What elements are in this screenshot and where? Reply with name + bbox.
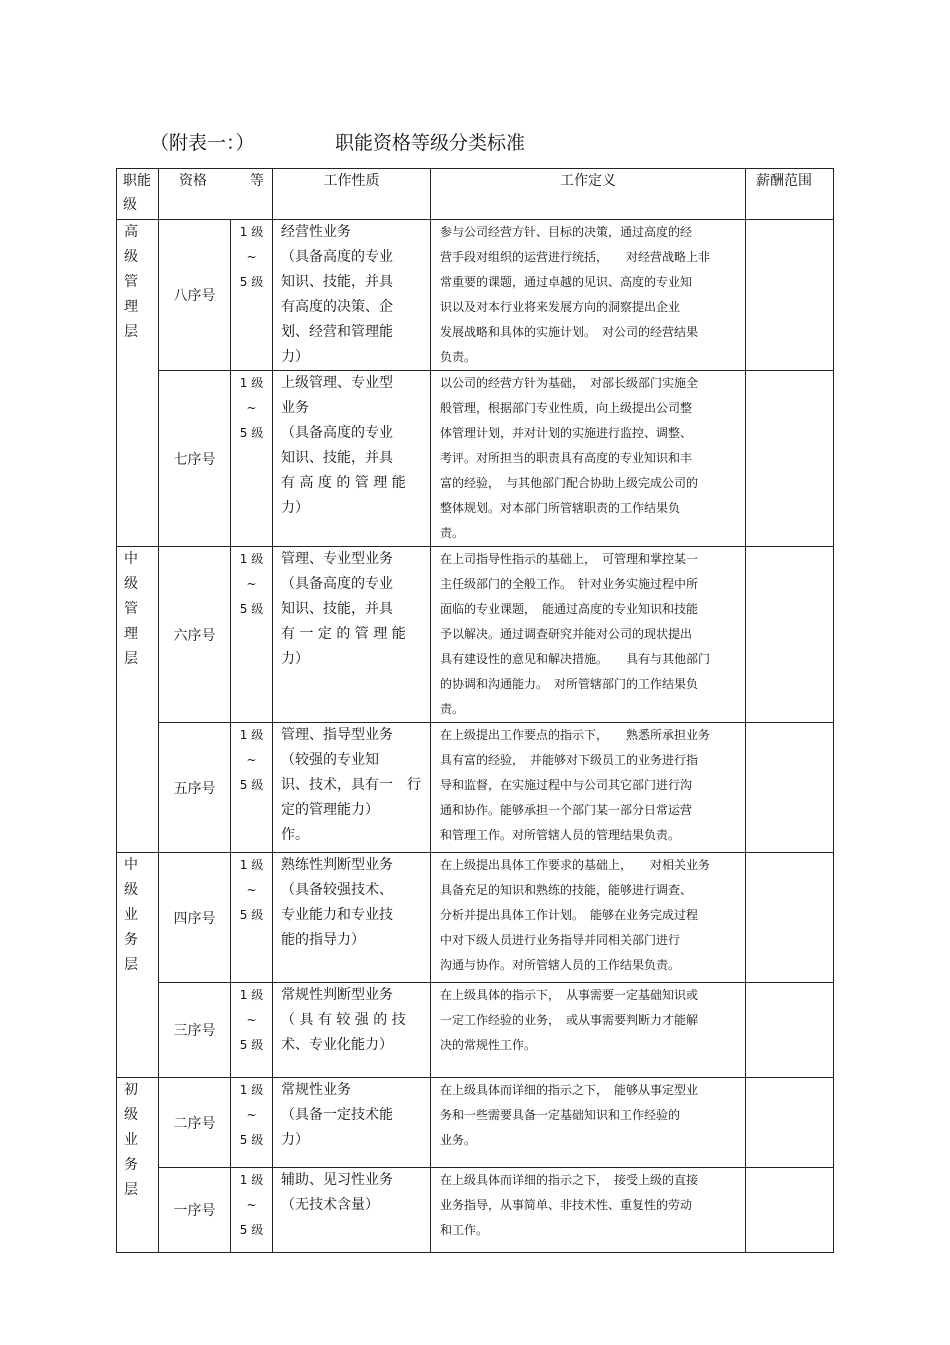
- table-row: [117, 1168, 834, 1253]
- grade-line: ~: [246, 577, 257, 591]
- definition-line: 具有建设性的意见和解决措施。 具有与其他部门: [440, 652, 711, 666]
- grade-line: 5 级: [239, 1038, 264, 1052]
- level-char: 中: [124, 857, 138, 873]
- definition-cell: [431, 983, 746, 1078]
- sequence-cell: 四序号: [159, 853, 231, 983]
- nature-line: 力）: [281, 349, 309, 365]
- level-char: 务: [124, 932, 138, 948]
- grade-line: 1 级: [239, 1173, 264, 1187]
- level-char: 管: [124, 274, 138, 290]
- nature-cell: [273, 220, 431, 371]
- grade-line: 1 级: [239, 225, 264, 239]
- nature-line: （具备较强技术、: [281, 882, 393, 898]
- grade-line: ~: [246, 401, 257, 415]
- nature-line: 有 高 度 的 管 理 能: [281, 475, 406, 491]
- level-char: 初: [124, 1082, 138, 1098]
- definition-cell: [431, 220, 746, 371]
- level-char: 理: [124, 626, 138, 642]
- header-qualification: [159, 169, 273, 220]
- salary-cell: [746, 723, 834, 853]
- header-row: [117, 169, 834, 220]
- definition-line: 业务。: [440, 1133, 477, 1147]
- definition-line: 和管理工作。对所管辖人员的管理结果负责。: [440, 828, 681, 842]
- grade-line: ~: [246, 1198, 257, 1212]
- page-title: 职能资格等级分类标准: [335, 132, 526, 154]
- nature-cell: [273, 547, 431, 723]
- classification-table: [116, 168, 834, 1253]
- grade-line: 1 级: [239, 858, 264, 872]
- definition-line: 参与公司经营方针、目标的决策，通过高度的经: [440, 225, 693, 239]
- level-cell: [117, 220, 159, 547]
- header-level-line2: 级: [123, 197, 137, 213]
- nature-line: （较强的专业知: [281, 752, 379, 768]
- nature-cell: [273, 371, 431, 547]
- definition-line: 般管理，根据部门专业性质，向上级提出公司整: [440, 401, 693, 415]
- nature-line: 上级管理、专业型: [281, 375, 393, 391]
- definition-line: 面临的专业课题， 能通过高度的专业知识和技能: [440, 602, 699, 616]
- definition-line: 负责。: [440, 350, 477, 364]
- table-row: [117, 547, 834, 723]
- grade-line: 5 级: [239, 1133, 264, 1147]
- grade-line: 1 级: [239, 552, 264, 566]
- definition-line: 营手段对组织的运营进行统括， 对经营战略上非: [440, 250, 711, 264]
- sequence-cell: 二序号: [159, 1078, 231, 1168]
- level-char: 层: [124, 324, 138, 340]
- nature-cell: [273, 983, 431, 1078]
- title-prefix: （附表一：）: [150, 132, 255, 154]
- table-row: [117, 371, 834, 547]
- salary-cell: [746, 220, 834, 371]
- definition-line: 在上级具体而详细的指示之下， 能够从事定型业: [440, 1083, 699, 1097]
- level-char: 级: [124, 576, 138, 592]
- grade-cell: [231, 220, 273, 371]
- definition-line: 以公司的经营方针为基础， 对部长级部门实施全: [440, 376, 699, 390]
- grade-line: ~: [246, 883, 257, 897]
- definition-cell: [431, 1168, 746, 1253]
- grade-line: 5 级: [239, 1223, 264, 1237]
- grade-line: 1 级: [239, 376, 264, 390]
- nature-line: 经营性业务: [281, 224, 351, 240]
- definition-line: 在上级提出具体工作要求的基础上， 对相关业务: [440, 858, 711, 872]
- sequence-cell: 六序号: [159, 547, 231, 723]
- sequence-cell: 七序号: [159, 371, 231, 547]
- grade-line: 5 级: [239, 908, 264, 922]
- nature-line: 常规性业务: [281, 1082, 351, 1098]
- nature-cell: [273, 1168, 431, 1253]
- definition-line: 富的经验， 与其他部门配合协助上级完成公司的: [440, 476, 699, 490]
- header-level: [117, 169, 159, 220]
- level-char: 理: [124, 299, 138, 315]
- level-cell: [117, 1078, 159, 1253]
- definition-line: 决的常规性工作。: [440, 1038, 537, 1052]
- nature-line: 术、专业化能力）: [281, 1037, 393, 1053]
- grade-line: 5 级: [239, 426, 264, 440]
- nature-line: （ 具 有 较 强 的 技: [281, 1012, 406, 1028]
- table-row: [117, 723, 834, 853]
- header-qualification-label: 资格: [179, 173, 207, 189]
- definition-line: 沟通与协作。对所管辖人员的工作结果负责。: [440, 958, 681, 972]
- level-char: 级: [124, 249, 138, 265]
- salary-cell: [746, 547, 834, 723]
- salary-cell: [746, 1078, 834, 1168]
- level-cell: [117, 853, 159, 1078]
- nature-line: 知识、技能，并具: [281, 601, 393, 617]
- level-char: 务: [124, 1157, 138, 1173]
- definition-line: 中对下级人员进行业务指导并同相关部门进行: [440, 933, 681, 947]
- definition-line: 予以解决。通过调查研究并能对公司的现状提出: [440, 627, 693, 641]
- salary-cell: [746, 983, 834, 1078]
- definition-cell: [431, 723, 746, 853]
- nature-line: 专业能力和专业技: [281, 907, 393, 923]
- level-char: 高: [124, 224, 138, 240]
- table-row: [117, 1078, 834, 1168]
- header-grade-label: 等: [250, 173, 264, 189]
- definition-cell: [431, 371, 746, 547]
- grade-cell: [231, 983, 273, 1078]
- definition-line: 具有富的经验， 并能够对下级员工的业务进行指: [440, 753, 699, 767]
- grade-line: 5 级: [239, 275, 264, 289]
- level-char: 业: [124, 907, 138, 923]
- definition-line: 责。: [440, 526, 465, 540]
- level-char: 中: [124, 551, 138, 567]
- nature-line: 业务: [281, 400, 309, 416]
- nature-line: 识、技术，具有一 行: [281, 777, 421, 793]
- nature-line: 常规性判断型业务: [281, 987, 393, 1003]
- definition-line: 一定工作经验的业务， 或从事需要判断力才能解: [440, 1013, 699, 1027]
- definition-line: 在上司指导性指示的基础上， 可管理和掌控某一: [440, 552, 699, 566]
- definition-line: 在上级具体的指示下， 从事需要一定基础知识或: [440, 988, 699, 1002]
- level-char: 业: [124, 1132, 138, 1148]
- definition-line: 整体规划。对本部门所管辖职责的工作结果负: [440, 501, 681, 515]
- grade-line: ~: [246, 1108, 257, 1122]
- definition-line: 识以及对本行业将来发展方向的洞察提出企业: [440, 300, 681, 314]
- level-char: 层: [124, 1182, 138, 1198]
- definition-line: 业务指导，从事简单、非技术性、重复性的劳动: [440, 1198, 693, 1212]
- level-cell: [117, 547, 159, 853]
- level-char: 管: [124, 601, 138, 617]
- sequence-cell: 三序号: [159, 983, 231, 1078]
- definition-line: 导和监督，在实施过程中与公司其它部门进行沟: [440, 778, 693, 792]
- title-row: [150, 128, 850, 158]
- grade-line: ~: [246, 753, 257, 767]
- nature-line: 熟练性判断型业务: [281, 857, 393, 873]
- definition-cell: [431, 1078, 746, 1168]
- nature-line: （具备一定技术能: [281, 1107, 393, 1123]
- nature-cell: [273, 1078, 431, 1168]
- header-salary: 薪酬范围: [746, 169, 834, 220]
- definition-line: 在上级提出工作要点的指示下， 熟悉所承担业务: [440, 728, 711, 742]
- grade-cell: [231, 723, 273, 853]
- nature-line: 划、经营和管理能: [281, 324, 393, 340]
- grade-line: 5 级: [239, 778, 264, 792]
- grade-cell: [231, 371, 273, 547]
- nature-line: 管理、指导型业务: [281, 727, 393, 743]
- nature-line: 力）: [281, 1132, 309, 1148]
- grade-line: 5 级: [239, 602, 264, 616]
- header-definition: 工作定义: [431, 169, 746, 220]
- nature-line: 管理、专业型业务: [281, 551, 393, 567]
- definition-cell: [431, 547, 746, 723]
- grade-line: 1 级: [239, 988, 264, 1002]
- nature-line: 有高度的决策、企: [281, 299, 393, 315]
- definition-line: 和工作。: [440, 1223, 489, 1237]
- nature-line: 能的指导力）: [281, 932, 365, 948]
- level-char: 层: [124, 957, 138, 973]
- nature-line: 有 一 定 的 管 理 能: [281, 626, 406, 642]
- definition-line: 体管理计划，并对计划的实施进行监控、调整、: [440, 426, 693, 440]
- nature-line: 知识、技能，并具: [281, 274, 393, 290]
- grade-line: 1 级: [239, 1083, 264, 1097]
- nature-line: 辅助、见习性业务: [281, 1172, 393, 1188]
- table-row: [117, 220, 834, 371]
- nature-line: 定的管理能力） 作。: [281, 802, 414, 843]
- grade-cell: [231, 853, 273, 983]
- nature-line: （无技术含量）: [281, 1197, 379, 1213]
- nature-line: （具备高度的专业: [281, 425, 393, 441]
- definition-line: 的协调和沟通能力。 对所管辖部门的工作结果负: [440, 677, 699, 691]
- sequence-cell: 八序号: [159, 220, 231, 371]
- nature-line: 知识、技能，并具: [281, 450, 393, 466]
- grade-line: 1 级: [239, 728, 264, 742]
- definition-line: 通和协作。能够承担一个部门某一部分日常运营: [440, 803, 693, 817]
- level-char: 层: [124, 651, 138, 667]
- nature-cell: [273, 853, 431, 983]
- header-nature: 工作性质: [273, 169, 431, 220]
- level-char: 级: [124, 1107, 138, 1123]
- salary-cell: [746, 853, 834, 983]
- grade-cell: [231, 1078, 273, 1168]
- salary-cell: [746, 371, 834, 547]
- grade-cell: [231, 547, 273, 723]
- definition-line: 分析并提出具体工作计划。 能够在业务完成过程: [440, 908, 699, 922]
- nature-cell: [273, 723, 431, 853]
- definition-line: 常重要的课题，通过卓越的见识、高度的专业知: [440, 275, 693, 289]
- definition-line: 务和一些需要具备一定基础知识和工作经验的: [440, 1108, 681, 1122]
- definition-line: 具备充足的知识和熟练的技能，能够进行调查、: [440, 883, 693, 897]
- sequence-cell: 五序号: [159, 723, 231, 853]
- definition-line: 在上级具体而详细的指示之下， 接受上级的直接: [440, 1173, 699, 1187]
- definition-line: 考评。对所担当的职责具有高度的专业知识和丰: [440, 451, 693, 465]
- table-row: [117, 983, 834, 1078]
- table-row: [117, 853, 834, 983]
- definition-line: 发展战略和具体的实施计划。 对公司的经营结果: [440, 325, 699, 339]
- definition-cell: [431, 853, 746, 983]
- sequence-cell: 一序号: [159, 1168, 231, 1253]
- definition-line: 主任级部门的全般工作。 针对业务实施过程中所: [440, 577, 699, 591]
- level-char: 级: [124, 882, 138, 898]
- nature-line: 力）: [281, 651, 309, 667]
- nature-line: （具备高度的专业: [281, 249, 393, 265]
- header-level-line1: 职能: [123, 173, 151, 189]
- grade-line: ~: [246, 250, 257, 264]
- grade-cell: [231, 1168, 273, 1253]
- salary-cell: [746, 1168, 834, 1253]
- nature-line: 力）: [281, 500, 309, 516]
- grade-line: ~: [246, 1013, 257, 1027]
- nature-line: （具备高度的专业: [281, 576, 393, 592]
- definition-line: 责。: [440, 702, 465, 716]
